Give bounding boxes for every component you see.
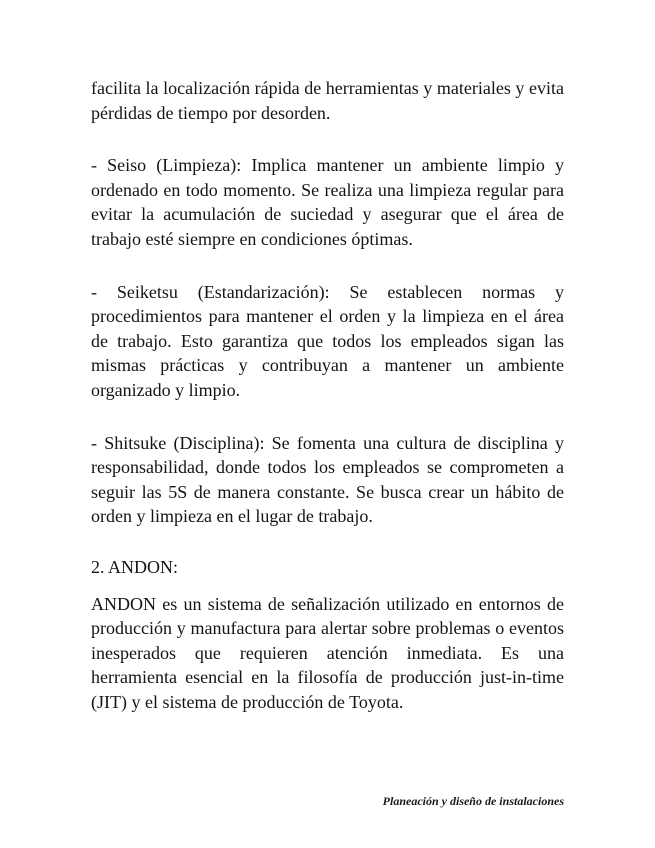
paragraph-shitsuke: - Shitsuke (Disciplina): Se fomenta una cultura de disciplina y responsabilidad, donde todos los empleados se comprometen a seguir las 5S de manera constante. Se busca crear un hábito de orden y limpieza en el lugar de trabajo. bbox=[91, 432, 564, 527]
section-heading-andon: 2. ANDON: bbox=[91, 556, 179, 577]
document-page bbox=[91, 76, 564, 714]
paragraph-andon: ANDON es un sistema de señalización utilizado en entornos de producción y manufactura para alertar sobre problemas o eventos inesperados que requieren atención inmediata. Es una herramienta esencial en la filosofía de producción just-in-time (JIT) y el sistema de producción de Toyota. bbox=[91, 593, 564, 712]
page-footer: Planeación y diseño de instalaciones bbox=[382, 794, 564, 808]
paragraph-seiso: - Seiso (Limpieza): Implica mantener un ambiente limpio y ordenado en todo momento. Se realiza una limpieza regular para evitar la acumulación de suciedad y asegurar que el área de trabajo esté siempre en condiciones óptimas. bbox=[91, 155, 564, 249]
paragraph-intro-continuation: facilita la localización rápida de herramientas y materiales y evita pérdidas de tiempo por desorden. bbox=[91, 78, 564, 123]
paragraph-seiketsu: - Seiketsu (Estandarización): Se establecen normas y procedimientos para mantener el orden y la limpieza en el área de trabajo. Esto garantiza que todos los empleados sigan las mismas prácticas y contribuyan a mantener un ambiente organizado y limpio. bbox=[91, 281, 564, 400]
